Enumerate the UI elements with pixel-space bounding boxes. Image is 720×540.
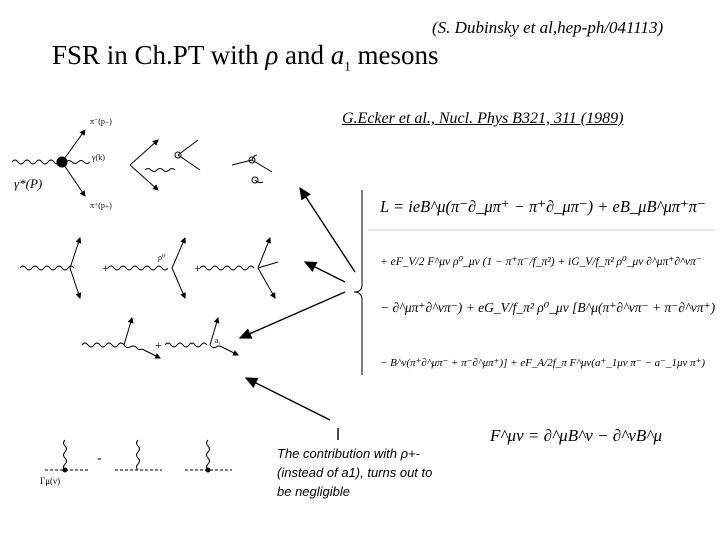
lagrangian-line-4: − B^ν(π⁺∂^μπ⁻ + π⁻∂^μπ⁺)] + eF_A/2f_π F^μν(a⁺_1μν π⁻ − a⁻_1μν π⁺) xyxy=(380,357,706,369)
diagram-row-2 xyxy=(20,238,278,298)
pi-minus-label: π⁻(p₋) xyxy=(90,117,112,126)
plus-sign: + xyxy=(102,261,109,275)
gamma-label: γ*(P) xyxy=(14,176,43,191)
lagrangian-line-3: − ∂^μπ⁺∂^νπ⁻) + eG_V/f_π² ρ⁰_μν [B^μ(π⁺∂^νπ⁻ + π⁻∂^νπ⁺) xyxy=(380,300,716,315)
vertex-label: Γμ(ν) xyxy=(40,476,61,486)
slide-title: FSR in Ch.PT with ρ and $a_1$ mesons xyxy=(52,40,439,74)
field-tensor-definition: F^μν = ∂^μB^ν − ∂^νB^μ xyxy=(490,426,662,445)
diagram-row-1 xyxy=(12,130,272,196)
note-text: The contribution with ρ+- (instead of a1), turns out to be negligible xyxy=(277,446,433,499)
rho-label: ρ⁰ xyxy=(158,253,166,262)
minus-sign: - xyxy=(97,451,102,466)
lagrangian-line-2: + eF_V/2 F^μν ρ⁰_μν (1 − π⁺π⁻/f_π²) + iG_V/f_π² ρ⁰_μν ∂^μπ⁺∂^νπ⁻ xyxy=(380,256,702,268)
brace xyxy=(354,190,362,375)
diagram-row-4 xyxy=(45,440,232,472)
citation: (S. Dubinsky et al,hep-ph/041113) xyxy=(432,18,664,37)
pi-plus-label: π⁺(p₊) xyxy=(90,201,112,210)
lagrangian-line-1: L = ieB^μ(π⁻∂_μπ⁺ − π⁺∂_μπ⁻) + eB_μB^μπ⁺π⁻ xyxy=(380,197,706,216)
pointer-arrows xyxy=(240,188,355,440)
reference-citation: G.Ecker et al., Nucl. Phys B321, 311 (1989) xyxy=(342,110,624,127)
photon-label: γ(k) xyxy=(92,153,105,162)
plus-sign: + xyxy=(194,261,201,275)
a1-label: a₁ xyxy=(215,336,222,345)
plus-sign: + xyxy=(155,338,162,352)
